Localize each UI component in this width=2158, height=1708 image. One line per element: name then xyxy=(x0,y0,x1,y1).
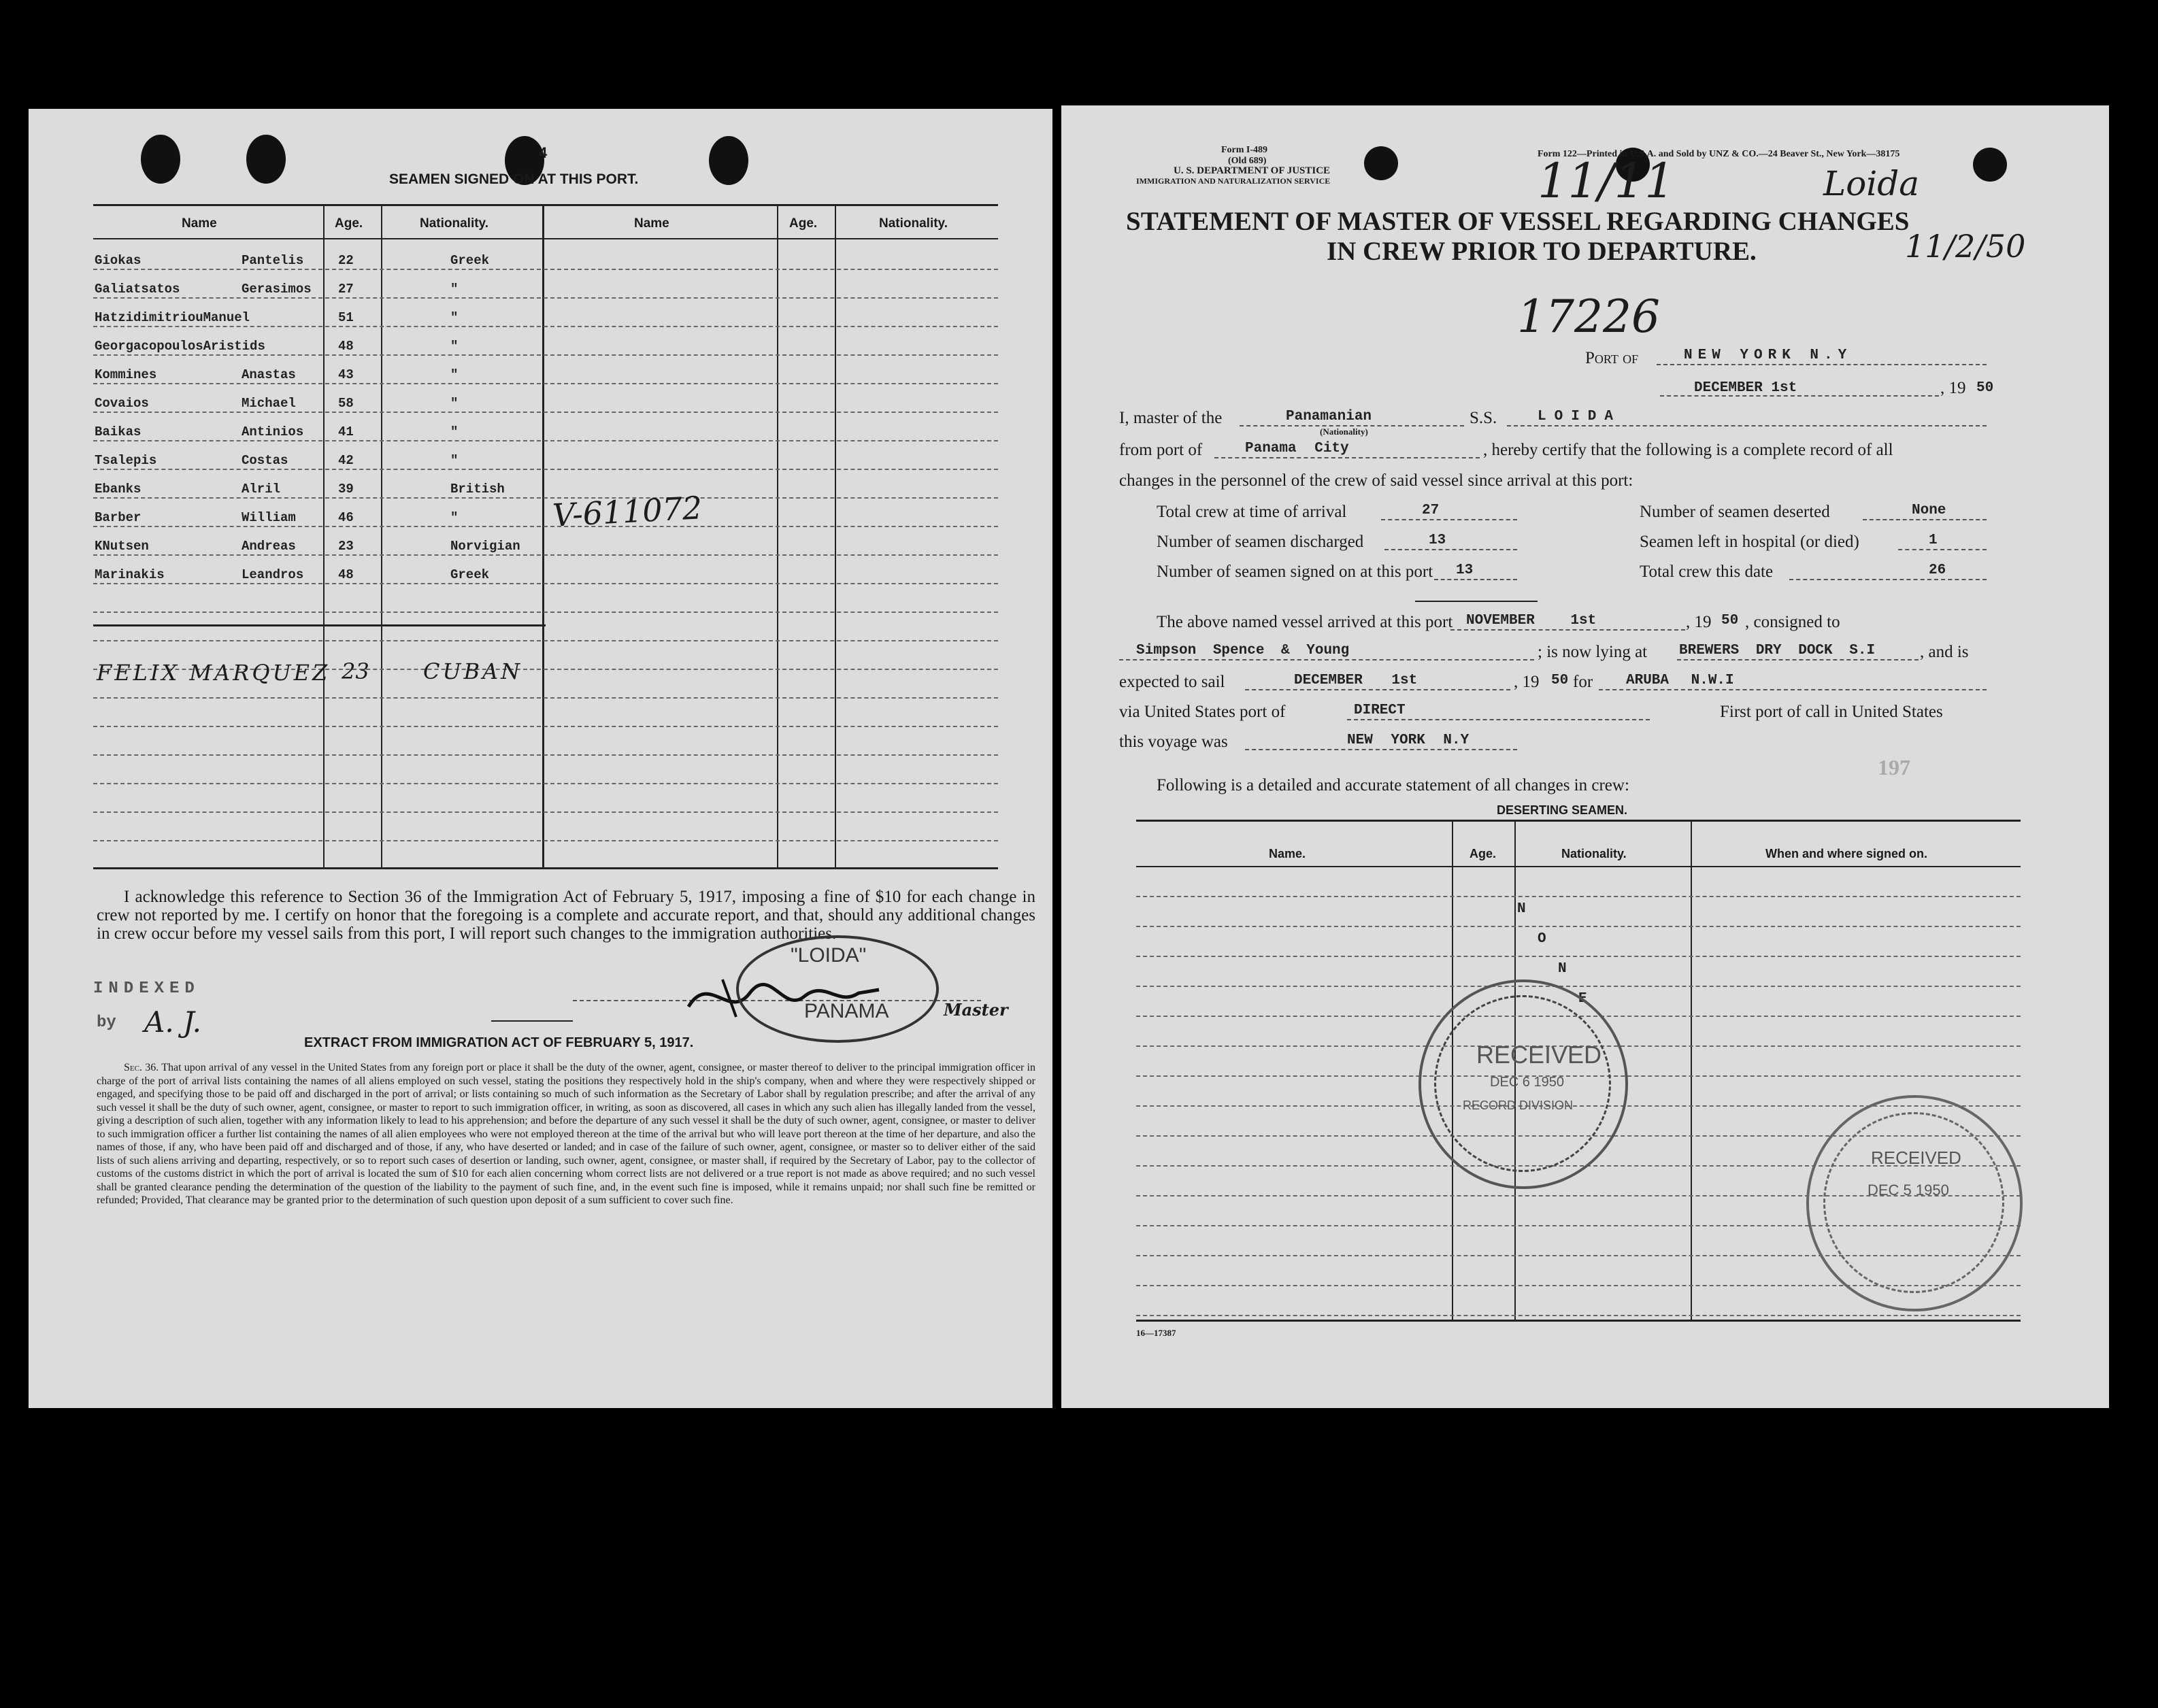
seaman-last-name: HatzidimitriouManuel xyxy=(95,310,250,325)
footer-code: 16—17387 xyxy=(1136,1328,1176,1338)
handwritten-mark: 11/11 xyxy=(1538,153,1675,209)
dash-rule xyxy=(93,783,998,784)
acknowledgement-text: I acknowledge this reference to Section 36 of the Immigration Act of February 5, 1917, imposing a fine of $10 for each change in crew not reported by me. I certify on honor that the foregoing is a complete and accurate report, and that, should any additional changes in crew occur before my vessel sails from this port, I will report such changes to the immigration authorities. xyxy=(97,888,1035,943)
seaman-first-name: Alril xyxy=(242,482,281,497)
seaman-last-name: Covaios xyxy=(95,396,149,411)
seaman-age: 48 xyxy=(338,339,354,354)
seaman-last-name: Giokas xyxy=(95,253,142,268)
stamp1-division: RECORD DIVISION xyxy=(1463,1099,1574,1112)
stat-label-signed-on: Number of seamen signed on at this port xyxy=(1157,563,1433,581)
seaman-nationality: British xyxy=(450,482,505,497)
vessel-name: LOIDA xyxy=(1538,409,1622,424)
col-header-age-2: Age. xyxy=(789,216,818,231)
ship-stamp-bottom: PANAMA xyxy=(804,1000,889,1022)
consignee-fill xyxy=(1119,659,1534,660)
dash-rule xyxy=(1136,1315,2021,1316)
table-row xyxy=(93,299,610,326)
right-page xyxy=(1061,105,2109,1408)
seaman-age: 42 xyxy=(338,453,354,468)
first-port-label: First port of call in United States xyxy=(1720,703,1943,721)
col-header-age: Age. xyxy=(335,216,363,231)
master-label: Master xyxy=(944,1000,1008,1020)
port-label: Port of xyxy=(1585,349,1639,367)
deserting-table-bottom xyxy=(1136,1320,2021,1322)
and-is: , and is xyxy=(1920,643,1969,661)
table-row xyxy=(93,271,610,298)
stat-label-total: Total crew this date xyxy=(1640,563,1774,581)
none-letter: E xyxy=(1578,991,1587,1007)
seaman-nationality: " xyxy=(450,339,459,354)
form-title-line1: STATEMENT OF MASTER OF VESSEL REGARDING CHANGES xyxy=(1126,207,1910,236)
handwritten-seaman-nationality: CUBAN xyxy=(423,658,523,684)
seaman-age: 23 xyxy=(338,539,354,554)
col-divider xyxy=(1691,820,1692,1320)
consigned-label: , consigned to xyxy=(1745,613,1840,631)
col-divider xyxy=(835,204,836,867)
none-letter: N xyxy=(1558,961,1567,977)
seaman-first-name: Antinios xyxy=(242,424,304,439)
handwritten-vessel: Loida xyxy=(1823,164,1920,203)
seaman-age: 51 xyxy=(338,310,354,325)
page-number: 4 xyxy=(539,144,548,161)
stat-label-discharged: Number of seamen discharged xyxy=(1157,533,1364,551)
seaman-last-name: KNutsen xyxy=(95,539,149,554)
stat-fill xyxy=(1789,579,1987,580)
table-row xyxy=(93,556,610,584)
seaman-nationality: " xyxy=(450,310,459,325)
table-row xyxy=(93,499,610,526)
col-header-nationality: Nationality. xyxy=(420,216,488,231)
table-row xyxy=(93,442,610,469)
left-page xyxy=(29,109,1052,1408)
table-row xyxy=(93,471,610,498)
from-port-value: Panama City xyxy=(1245,441,1349,456)
seaman-age: 58 xyxy=(338,396,354,411)
seaman-nationality: " xyxy=(450,424,459,439)
arrived-year: 50 xyxy=(1721,613,1739,629)
via-fill xyxy=(1347,719,1650,720)
printer-note: Form 122—Printed in U.S.A. and Sold by UNZ & CO.—24 Beaver St., New York—38175 xyxy=(1538,149,1900,159)
seaman-first-name: Anastas xyxy=(242,367,296,382)
arrived-year-prefix: , 19 xyxy=(1686,613,1712,631)
destination: ARUBA N.W.I xyxy=(1626,673,1734,688)
dash-rule xyxy=(93,640,998,641)
dash-rule xyxy=(1136,956,2021,957)
service: IMMIGRATION AND NATURALIZATION SERVICE xyxy=(1136,176,1331,186)
table-row xyxy=(93,414,610,441)
stat-label-deserted: Number of seamen deserted xyxy=(1640,503,1830,521)
expected-fill xyxy=(1245,689,1510,690)
margin-note: V-611072 xyxy=(551,489,703,534)
col-header-name-2: Name xyxy=(634,216,669,231)
statute-text xyxy=(97,1061,1035,1207)
form-number: Form I-489 xyxy=(1221,145,1268,155)
table-row xyxy=(93,242,610,269)
punch-hole xyxy=(246,135,286,184)
seaman-first-name: William xyxy=(242,510,296,525)
handwritten-date: 11/2/50 xyxy=(1905,228,2026,265)
lying-value: BREWERS DRY DOCK S.I xyxy=(1679,643,1876,658)
nationality-caption: (Nationality) xyxy=(1320,426,1368,437)
arrived-value: NOVEMBER 1st xyxy=(1466,613,1597,629)
arrived-fill xyxy=(1450,629,1685,631)
lying-fill xyxy=(1677,659,1919,660)
voyage-fill xyxy=(1245,749,1517,750)
dash-rule xyxy=(93,612,998,613)
seaman-age: 43 xyxy=(338,367,354,382)
table-bottom-rule xyxy=(93,867,998,869)
from-port-label: from port of xyxy=(1119,441,1203,459)
seaman-nationality: Greek xyxy=(450,567,490,582)
col-header-nationality-2: Nationality. xyxy=(879,216,948,231)
stat-fill xyxy=(1434,579,1517,580)
year-prefix: , 19 xyxy=(1940,379,1966,397)
deserting-col-name: Name. xyxy=(1269,847,1306,860)
seaman-age: 22 xyxy=(338,253,354,268)
expected-value: DECEMBER 1st xyxy=(1294,673,1418,688)
expected-year: 50 xyxy=(1551,673,1569,688)
table-row xyxy=(93,385,610,412)
stat-fill xyxy=(1381,519,1517,520)
seaman-first-name: Michael xyxy=(242,396,296,411)
stat-fill xyxy=(1384,549,1517,550)
certify-text: , hereby certify that the following is a complete record of all xyxy=(1483,441,1893,459)
seaman-last-name: Ebanks xyxy=(95,482,142,497)
faint-number: 197 xyxy=(1878,755,1910,780)
stat-value-deserted: None xyxy=(1912,503,1946,518)
vessel-fill xyxy=(1507,425,1987,426)
statute-body: That upon arrival of any vessel in the United States from any foreign port or place it shall be the duty of the owner, agent, consignee, or master thereof to deliver to the principal immigration officer in charge of the port of arrival lists containing the names of all aliens employed on such vessel, stating the positions they respectively hold in the ship's company, when and where they were respectively shipped or engaged, and specifying those to be paid off and discharged in the port of arrival; or lists containing so much of such information as the Secretary of Labor shall by regulation prescribe; and after the arrival of any such vessel it shall be the duty of such owner, agent, consignee, or master to report to such immigration officer, in writing, as soon as discovered, all cases in which any such alien has illegally landed from the vessel, giving a description of such alien, together with any information likely to lead to his apprehension; and before the departure of any such vessel it shall be the duty of such owner, agent, consignee, or master to deliver to such immigration officer a further list containing the names of all alien employees who were not employed thereon at the time of the arrival but who will leave port thereon at the time of her departure, and also the names of those, if any, who have been paid off and discharged and of those, if any, who have deserted or landed; and in case of the failure of such owner, agent, consignee, or master so to deliver either of the said lists of such aliens arriving and departing, respectively, or so to report such cases of desertion or landing, such owner, agent, consignee, or master shall, if required by the Secretary of Labor, pay to the collector of customs of the customs district in which the port of arrival is located the sum of $10 for each alien concerning whom correct lists are not delivered or a true report is not made as above required; and no such vessel shall be granted clearance pending the determination of the question of the liability to the payment of such fine, and, in the event such fine is imposed, while it remains unpaid; nor shall such fine be remitted or refunded; Provided, That clearance may be granted prior to the determination of such question upon deposit of a sum sufficient to cover such fine. xyxy=(97,1062,1035,1206)
dash-rule xyxy=(93,697,998,699)
stamp1-received: RECEIVED xyxy=(1476,1041,1602,1069)
seaman-last-name: Marinakis xyxy=(95,567,165,582)
stat-value-hospital: 1 xyxy=(1929,533,1938,548)
seaman-nationality: Norvigian xyxy=(450,539,520,554)
seaman-nationality: " xyxy=(450,396,459,411)
arrived-label: The above named vessel arrived at this port xyxy=(1157,613,1453,631)
for-label: for xyxy=(1573,673,1593,691)
signed-block-rule xyxy=(93,624,546,626)
file-number: 17226 xyxy=(1517,290,1660,343)
seaman-last-name: GeorgacopoulosAristids xyxy=(95,339,265,354)
expected-year-prefix: , 19 xyxy=(1514,673,1540,691)
received-stamp-ring xyxy=(1823,1112,2004,1293)
dash-rule xyxy=(93,726,998,727)
seaman-age: 48 xyxy=(338,567,354,582)
punch-hole xyxy=(1973,148,2007,182)
port-value: NEW YORK N.Y xyxy=(1684,348,1853,363)
punch-hole xyxy=(141,135,180,184)
deserting-heading: DESERTING SEAMEN. xyxy=(1497,803,1628,817)
col-divider xyxy=(777,204,778,867)
table-top-rule xyxy=(93,204,998,206)
destination-fill xyxy=(1599,689,1987,690)
dash-rule xyxy=(93,754,998,756)
table-header-rule xyxy=(93,238,998,239)
table-row xyxy=(93,528,610,555)
consignee: Simpson Spence & Young xyxy=(1136,643,1350,658)
dash-rule xyxy=(93,840,998,841)
via-value: DIRECT xyxy=(1354,703,1406,718)
lying-label: ; is now lying at xyxy=(1538,643,1648,661)
seaman-age: 27 xyxy=(338,282,354,297)
none-letter: O xyxy=(1538,931,1546,947)
stat-label-hospital: Seamen left in hospital (or died) xyxy=(1640,533,1859,551)
extract-rule xyxy=(491,1020,573,1022)
seaman-first-name: Costas xyxy=(242,453,288,468)
deserting-col-nationality: Nationality. xyxy=(1561,847,1627,860)
seaman-nationality: " xyxy=(450,510,459,525)
table-row xyxy=(93,328,610,355)
seaman-first-name: Andreas xyxy=(242,539,296,554)
from-port-fill xyxy=(1214,457,1480,458)
port-fill xyxy=(1657,364,1987,365)
year-value: 50 xyxy=(1976,380,1994,396)
seaman-age: 41 xyxy=(338,424,354,439)
changes-text: changes in the personnel of the crew of said vessel since arrival at this port: xyxy=(1119,471,1633,490)
stamp2-date: DEC 5 1950 xyxy=(1868,1182,1949,1199)
stamp2-received: RECEIVED xyxy=(1871,1148,1961,1168)
none-letter: N xyxy=(1517,901,1526,917)
voyage-value: NEW YORK N.Y xyxy=(1347,733,1470,748)
punch-hole xyxy=(1364,146,1398,180)
seaman-age: 46 xyxy=(338,510,354,525)
nationality-value: Panamanian xyxy=(1286,409,1372,424)
ship-stamp-top: "LOIDA" xyxy=(791,944,867,967)
indexed-initials: A. J. xyxy=(144,1005,201,1039)
stamp1-date: DEC 6 1950 xyxy=(1490,1075,1564,1090)
seaman-last-name: Kommines xyxy=(95,367,157,382)
following-text: Following is a detailed and accurate statement of all changes in crew: xyxy=(1157,776,1629,794)
form-old: (Old 689) xyxy=(1228,156,1267,166)
deserting-col-signed: When and where signed on. xyxy=(1765,847,1928,860)
indexed-by-label: by xyxy=(97,1014,116,1032)
deserting-table-header-rule xyxy=(1136,866,2021,867)
indexed-stamp: INDEXED xyxy=(93,979,200,998)
handwritten-seaman-age: 23 xyxy=(342,658,369,684)
seaman-nationality: Greek xyxy=(450,253,490,268)
seaman-last-name: Baikas xyxy=(95,424,142,439)
seaman-nationality: " xyxy=(450,367,459,382)
stat-value-discharged: 13 xyxy=(1429,533,1446,548)
section-label: Sec. 36. xyxy=(124,1062,159,1073)
seaman-nationality: " xyxy=(450,453,459,468)
table-row xyxy=(93,356,610,384)
seaman-first-name: Pantelis xyxy=(242,253,304,268)
stat-total-rule xyxy=(1415,601,1538,602)
ss-label: S.S. xyxy=(1470,409,1497,427)
form-title-line2: IN CREW PRIOR TO DEPARTURE. xyxy=(1327,237,1757,266)
stat-fill xyxy=(1863,519,1987,520)
dash-rule xyxy=(1136,896,2021,897)
punch-hole xyxy=(709,136,748,185)
stat-value-signed-on: 13 xyxy=(1456,563,1474,578)
seaman-nationality: " xyxy=(450,282,459,297)
voyage-label: this voyage was xyxy=(1119,733,1228,751)
date-value: DECEMBER 1st xyxy=(1694,380,1797,396)
deserting-table-top xyxy=(1136,820,2021,822)
deserting-col-age: Age. xyxy=(1470,847,1497,860)
expected-label: expected to sail xyxy=(1119,673,1225,691)
stat-value-arrival: 27 xyxy=(1422,503,1440,518)
stat-value-total: 26 xyxy=(1929,563,1946,578)
stat-label-arrival: Total crew at time of arrival xyxy=(1157,503,1347,521)
seaman-first-name: Leandros xyxy=(242,567,304,582)
dash-rule xyxy=(1136,926,2021,927)
extract-title: EXTRACT FROM IMMIGRATION ACT OF FEBRUARY 5, 1917. xyxy=(304,1035,694,1050)
dash-rule xyxy=(1136,986,2021,987)
dash-rule xyxy=(93,811,998,813)
seaman-last-name: Galiatsatos xyxy=(95,282,180,297)
seaman-last-name: Tsalepis xyxy=(95,453,157,468)
seaman-age: 39 xyxy=(338,482,354,497)
seaman-last-name: Barber xyxy=(95,510,142,525)
handwritten-seaman-name: FELIX MARQUEZ xyxy=(97,660,331,686)
master-of-label: I, master of the xyxy=(1119,409,1223,427)
stat-fill xyxy=(1898,549,1987,550)
col-header-name: Name xyxy=(182,216,217,231)
department: U. S. DEPARTMENT OF JUSTICE xyxy=(1174,165,1331,176)
via-label: via United States port of xyxy=(1119,703,1286,721)
seamen-heading: SEAMEN SIGNED ON AT THIS PORT. xyxy=(389,171,639,187)
seaman-first-name: Gerasimos xyxy=(242,282,312,297)
